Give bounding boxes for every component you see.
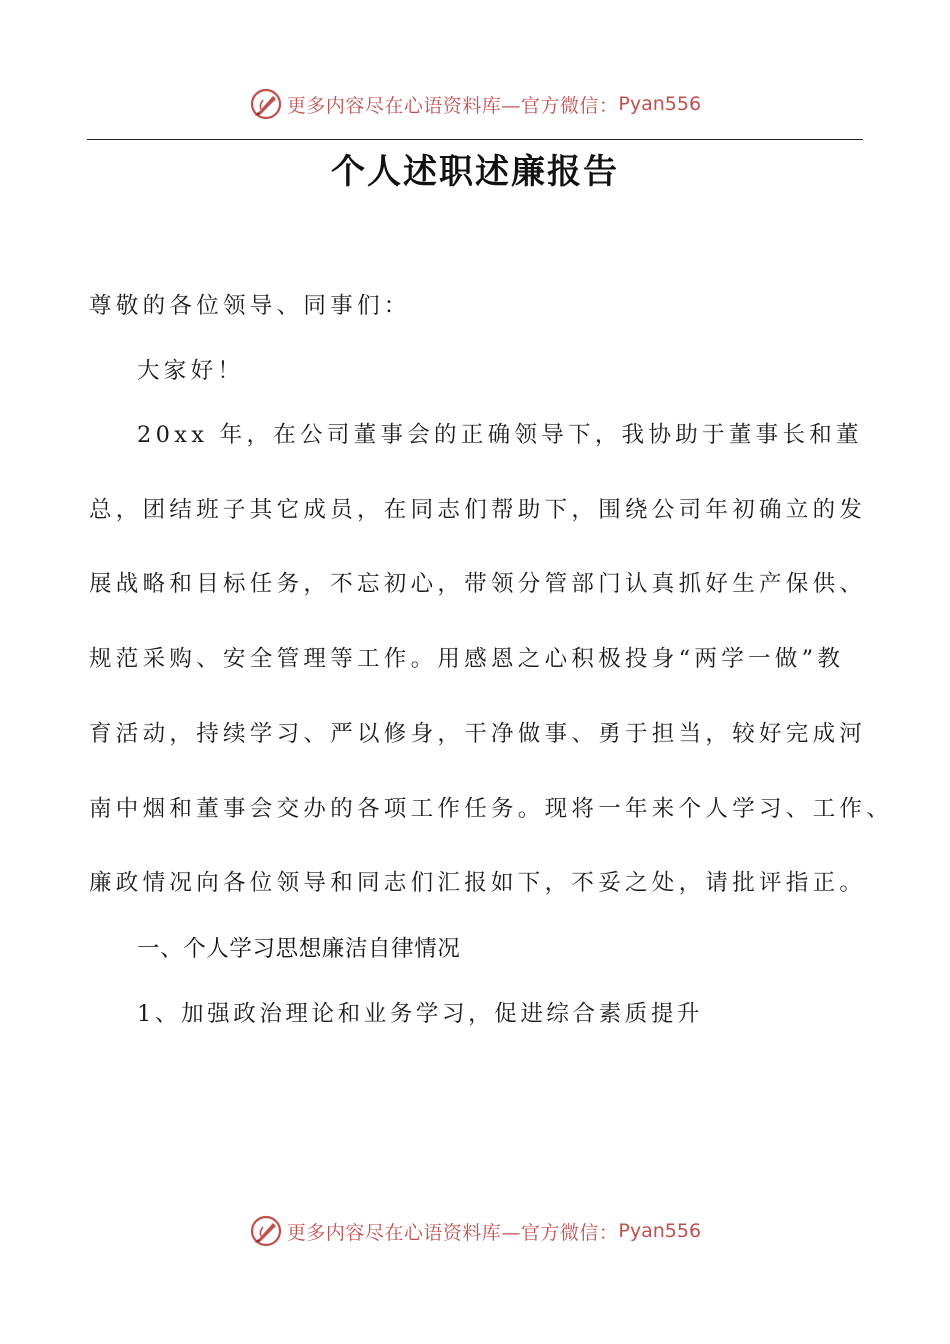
header-watermark <box>0 84 950 124</box>
intro-line: 20xx 年，在公司董事会的正确领导下，我协助于董事长和董 <box>137 422 863 448</box>
salutation: 尊敬的各位领导、同事们： <box>89 293 411 319</box>
watermark-wechat-id: Pyan556 <box>618 1220 702 1242</box>
quill-pen-logo-icon <box>249 1214 283 1248</box>
intro-paragraph <box>89 398 894 921</box>
watermark-text: 更多内容尽在心语资料库—官方微信： <box>286 94 619 117</box>
intro-line: 总，团结班子其它成员，在同志们帮助下，围绕公司年初确立的发 <box>89 496 867 523</box>
salutation-paragraph <box>89 269 869 344</box>
greeting: 大家好！ <box>137 358 245 384</box>
section-heading: 一、个人学习思想廉洁自律情况 <box>137 936 461 962</box>
header-divider <box>87 139 863 140</box>
intro-line: 规范采购、安全管理等工作。用感恩之心积极投身“两学一做”教 <box>89 646 845 673</box>
document-title: 个人述职述廉报告 <box>331 152 619 192</box>
watermark-text: 更多内容尽在心语资料库—官方微信： <box>286 1221 619 1244</box>
intro-line: 展战略和目标任务，不忘初心，带领分管部门认真抓好生产保供、 <box>89 571 867 598</box>
quill-pen-logo-icon <box>249 87 283 121</box>
watermark-wechat-id: Pyan556 <box>618 93 702 115</box>
footer-watermark <box>0 1211 950 1251</box>
subsection-heading: 1、加强政治理论和业务学习，促进综合素质提升 <box>137 1001 704 1027</box>
intro-line: 南中烟和董事会交办的各项工作任务。现将一年来个人学习、工作、 <box>89 795 894 822</box>
intro-line: 廉政情况向各位领导和同志们汇报如下，不妥之处，请批评指正。 <box>89 870 867 897</box>
intro-line: 育活动，持续学习、严以修身，干净做事、勇于担当，较好完成河 <box>89 720 867 747</box>
